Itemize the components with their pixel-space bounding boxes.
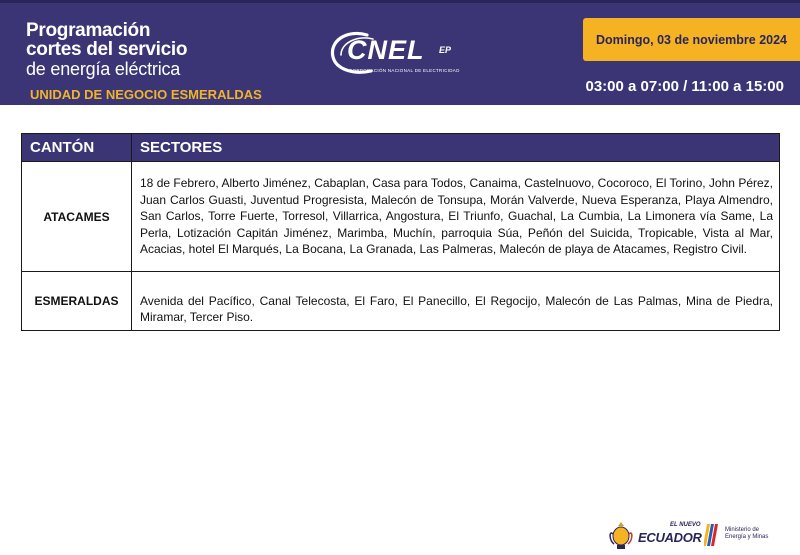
- footer-logos: [608, 518, 788, 552]
- canton-cell: ATACAMES: [22, 162, 132, 272]
- flag-stripes-icon: [704, 524, 718, 546]
- canton-cell: ESMERALDAS: [22, 272, 132, 331]
- table-row: [22, 272, 780, 331]
- ministry-line-1: Ministerio de: [725, 527, 760, 533]
- title-line-1: Programación: [26, 20, 151, 41]
- outage-table: [21, 133, 780, 331]
- cnel-logo: [327, 27, 477, 77]
- coat-of-arms-icon: [608, 520, 634, 552]
- sectors-cell: Avenida del Pacífico, Canal Telecosta, El Faro, El Panecillo, El Regocijo, Malecón de Las Palmas, Mina de Piedra, Miramar, Tercer Piso.: [132, 272, 780, 331]
- footer-ecuador: ECUADOR: [638, 530, 702, 545]
- date-box: [583, 18, 800, 61]
- title-line-2: cortes del servicio: [26, 39, 188, 60]
- logo-subtitle: CORPORACIÓN NACIONAL DE ELECTRICIDAD: [349, 68, 460, 73]
- page-title: [26, 21, 187, 79]
- logo-suffix-text: EP: [439, 45, 452, 55]
- header-canton: CANTÓN: [22, 134, 132, 162]
- header-banner: [0, 0, 800, 105]
- header-sectors: SECTORES: [132, 134, 780, 162]
- footer-el-nuevo: EL NUEVO: [670, 522, 701, 528]
- logo-main-text: CNEL: [347, 35, 425, 65]
- table-header-row: [22, 134, 780, 162]
- table-row: [22, 162, 780, 272]
- sectors-cell: 18 de Febrero, Alberto Jiménez, Cabaplan, Casa para Todos, Canaima, Castelnuovo, Cocoroco, El Torino, John Pérez, Juan Carlos Guasti, Juventud Progresista, Malecón de Tonsupa, Morán Valverde, Nueva Esperanza, Playa Almendro, San Carlos, Torre Fuerte, Torresol, Villarrica, Angostura, El Triunfo, Guachal, La Cumbia, La Limonera vía Same, La Perla, Lotización Capitán Jiménez, Marimba, Muchín, parroquia Súa, Peñón del Suicida, Tropicable, Vista al Mar, Acacias, hotel El Marqués, La Bocana, La Granada, Las Palmeras, Malecón de playa de Atacames, Registro Civil.: [132, 162, 780, 272]
- ministry-line-2: Energía y Minas: [725, 534, 769, 540]
- ministry-label: [725, 527, 768, 541]
- outage-schedule: 03:00 a 07:00 / 11:00 a 15:00: [585, 78, 784, 95]
- date-text: Domingo, 03 de noviembre 2024: [595, 32, 788, 47]
- business-unit-label: UNIDAD DE NEGOCIO ESMERALDAS: [30, 87, 262, 102]
- title-line-3: de energía eléctrica: [26, 59, 181, 79]
